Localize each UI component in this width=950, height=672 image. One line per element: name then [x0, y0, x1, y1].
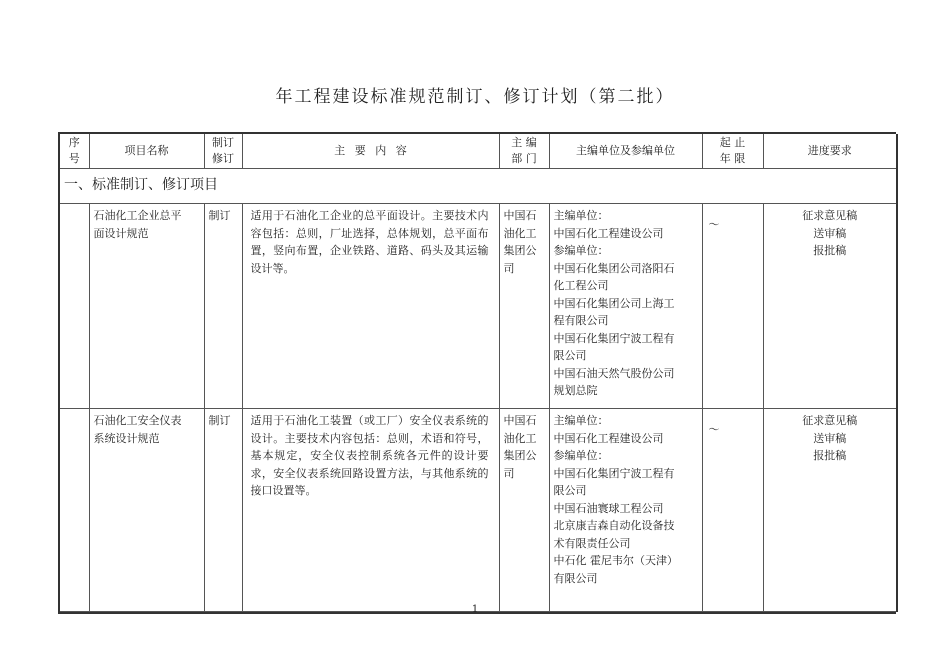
- table-row: [59, 409, 897, 612]
- plan-table: [58, 132, 896, 614]
- row-content: 适用于石油化工企业的总平面设计。主要技术内容包括：总则，厂址选择，总体规划，总平面布置，竖向布置，企业铁路、道路、码头及其运输设计等。: [242, 204, 499, 409]
- row-type: 制订: [204, 204, 242, 409]
- header-units: 主编单位及参编单位: [549, 134, 702, 169]
- table-row: [59, 204, 897, 409]
- row-dept: 中国石 油化工 集团公 司: [499, 409, 549, 612]
- row-name: 石油化工安全仪表 系统设计规范: [89, 409, 204, 612]
- header-type: 制订 修订: [204, 134, 242, 169]
- row-period: ～: [702, 204, 763, 409]
- header-progress: 进度要求: [763, 134, 897, 169]
- row-name: 石油化工企业总平 面设计规范: [89, 204, 204, 409]
- header-name: 项目名称: [89, 134, 204, 169]
- row-type: 制订: [204, 409, 242, 612]
- document-title: 年工程建设标准规范制订、修订计划（第二批）: [275, 87, 675, 107]
- section-row: [59, 169, 897, 204]
- row-dept: 中国石 油化工 集团公 司: [499, 204, 549, 409]
- table-header-row: [59, 134, 897, 169]
- header-seq: 序 号: [59, 134, 89, 169]
- row-seq: [59, 409, 89, 612]
- row-content: 适用于石油化工装置（或工厂）安全仪表系统的设计。主要技术内容包括：总则，术语和符号，基本规定，安全仪表控制系统各元件的设计要求，安全仪表系统回路设置方法，与其他系统的接口设置等。: [242, 409, 499, 612]
- page-number: 1: [471, 604, 479, 615]
- header-dept: 主 编 部 门: [499, 134, 549, 169]
- row-progress: 征求意见稿 送审稿 报批稿: [763, 204, 897, 409]
- row-units: 主编单位： 中国石化工程建设公司 参编单位： 中国石化集团公司洛阳石 化工程公司 中国石化集团公司上海工 程有限公司 中国石化集团宁波工程有 限公司 中国石油天然气股份公司 规划总院: [549, 204, 702, 409]
- row-period: ～: [702, 409, 763, 612]
- header-content: 主 要 内 容: [242, 134, 499, 169]
- row-progress: 征求意见稿 送审稿 报批稿: [763, 409, 897, 612]
- row-seq: [59, 204, 89, 409]
- row-units: 主编单位： 中国石化工程建设公司 参编单位： 中国石化集团宁波工程有 限公司 中国石油寰球工程公司 北京康吉森自动化设备技 术有限责任公司 中石化 霍尼韦尔（天津） 有限公司: [549, 409, 702, 612]
- header-period: 起 止 年 限: [702, 134, 763, 169]
- section-heading: 一、标准制订、修订项目: [59, 169, 897, 204]
